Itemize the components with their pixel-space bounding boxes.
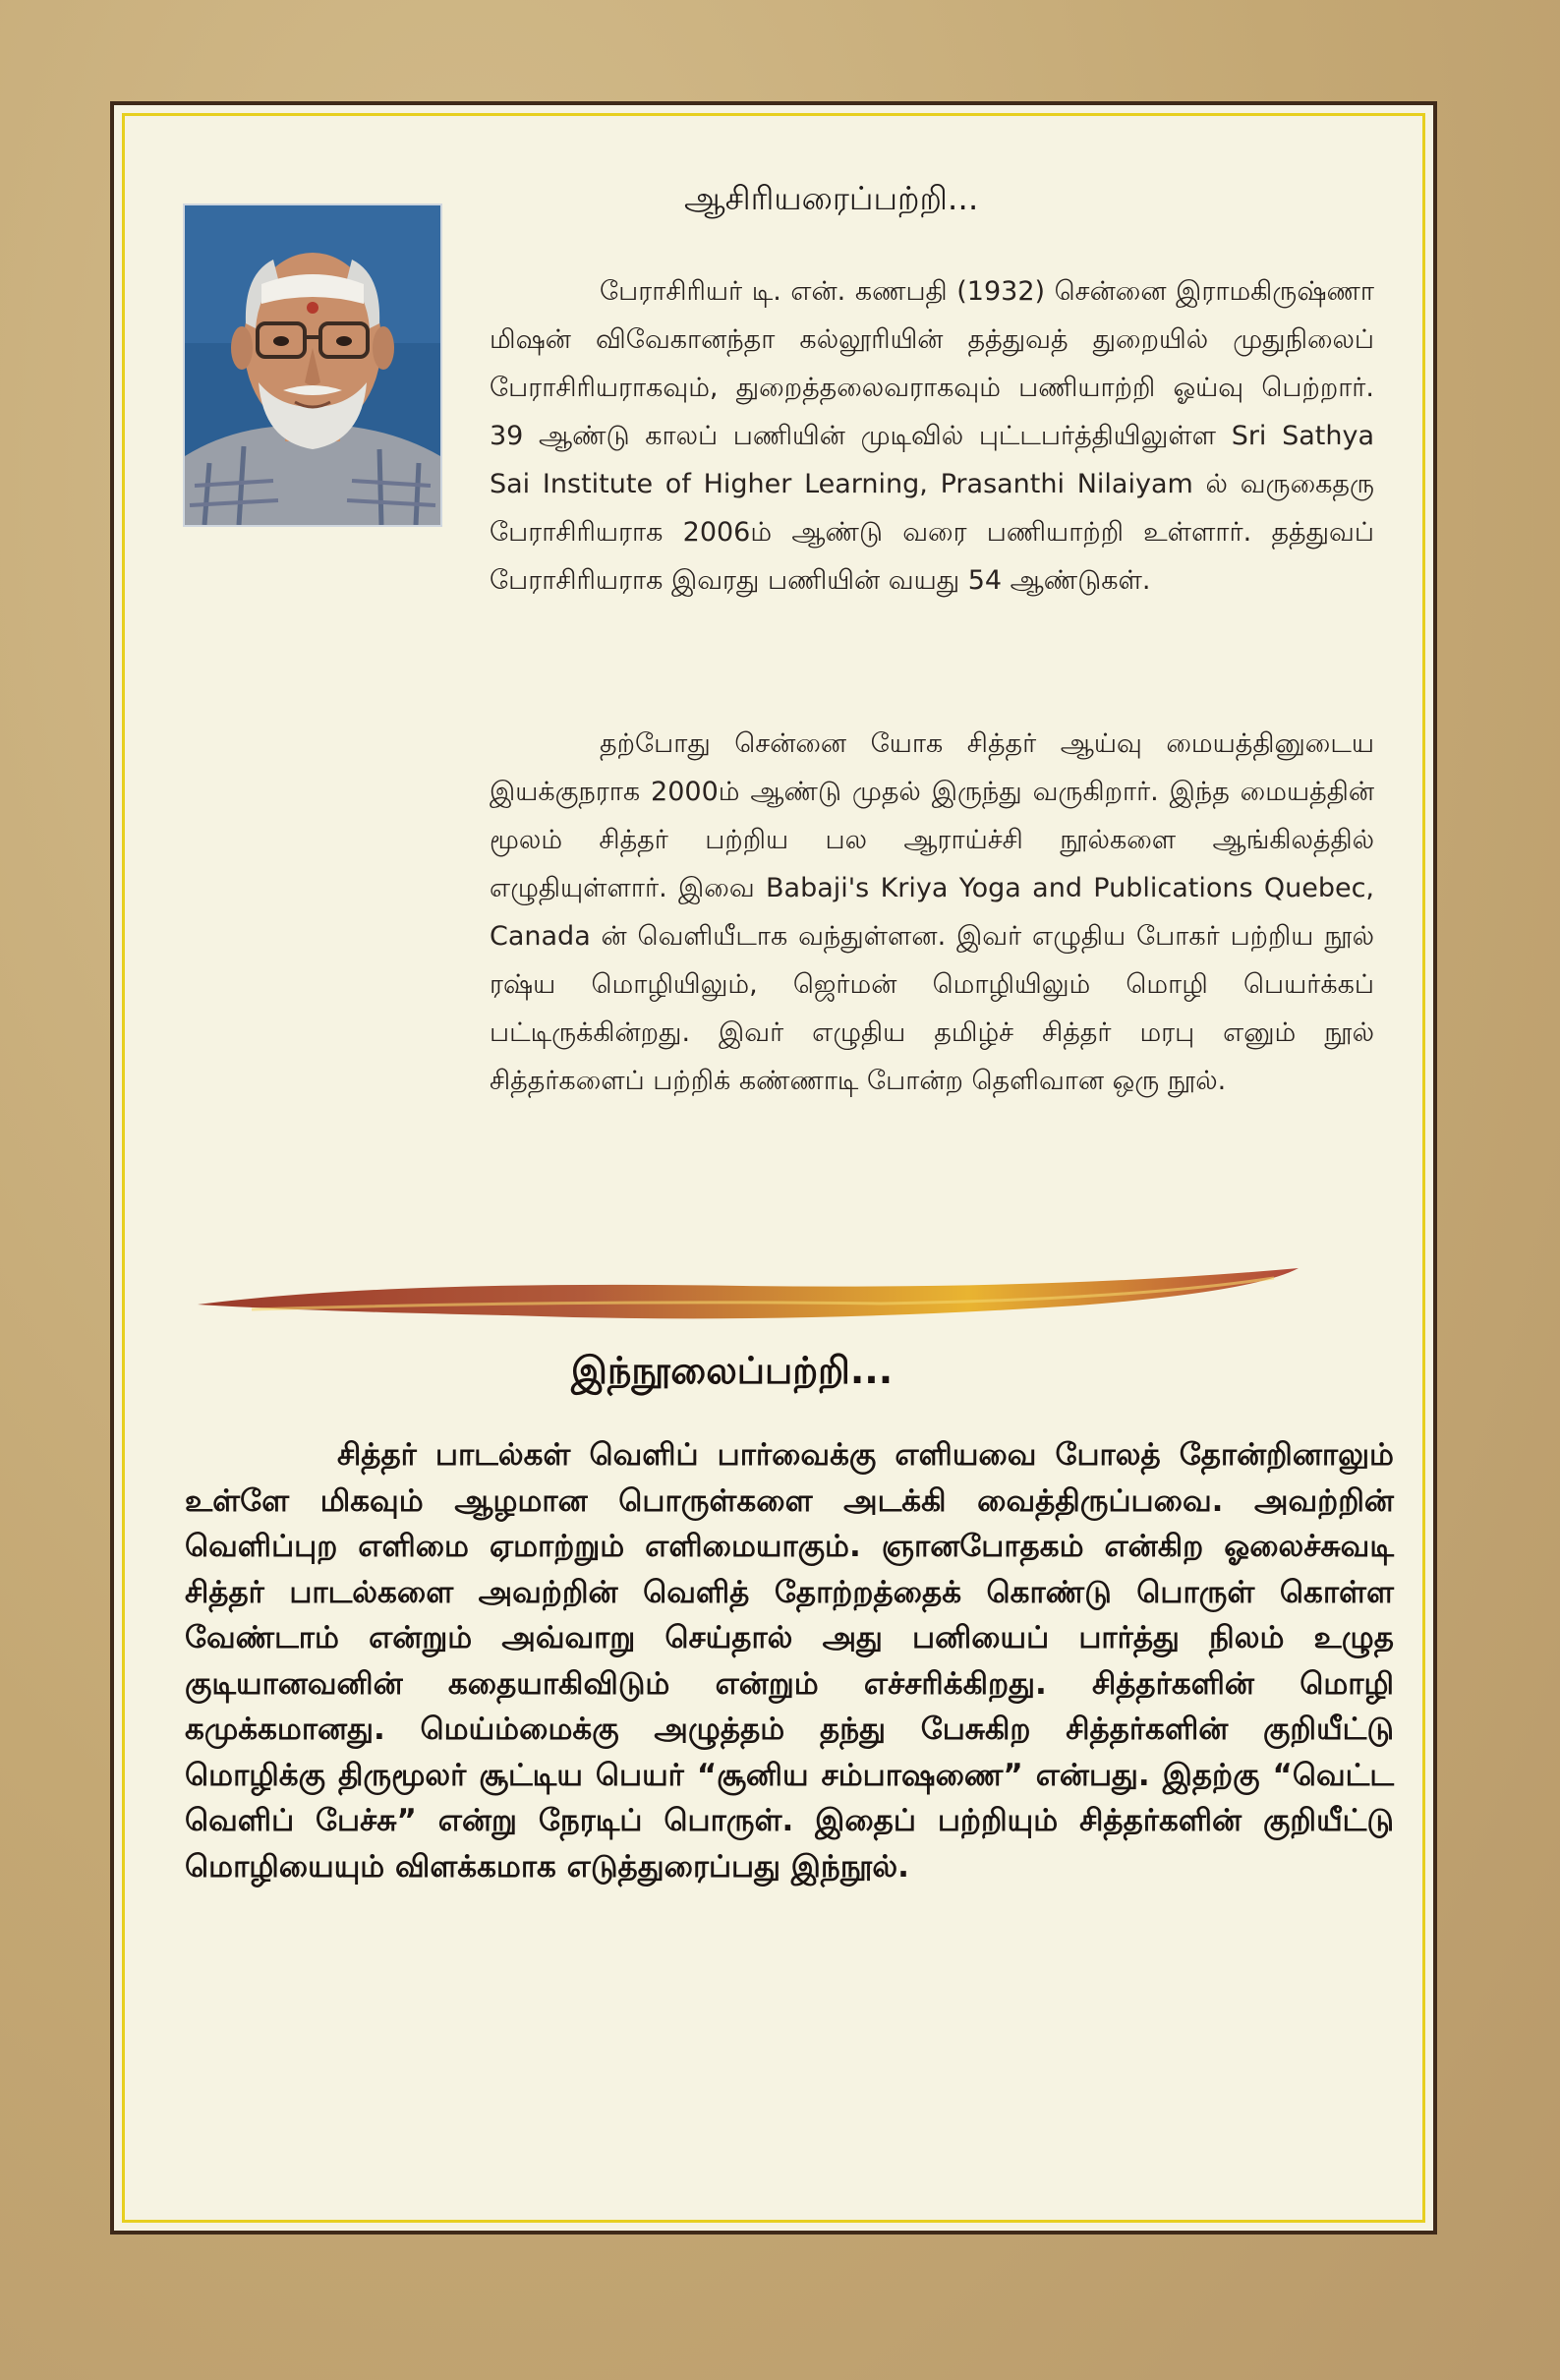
author-photo <box>183 203 442 527</box>
author-paragraph-1: பேராசிரியர் டி. என். கணபதி (1932) சென்னை இராமகிருஷ்ணா மிஷன் விவேகானந்தா கல்லூரியின் தத்துவத் துறையில் முதுநிலைப் பேராசிரியராகவும், துறைத்தலைவராகவும் பணியாற்றி ஓய்வு பெற்றார். 39 ஆண்டு காலப் பணியின் முடிவில் புட்டபர்த்தியிலுள்ள Sri Sathya Sai Institute of Higher Learning, Prasanthi Nilaiyam ல் வருகைதரு பேராசிரியராக 2006ம் ஆண்டு வரை பணியாற்றி உள்ளார். தத்துவப் பேராசிரியராக இவரது பணியின் வயது 54 ஆண்டுகள். <box>490 276 1374 596</box>
book-paragraph: சித்தர் பாடல்கள் வெளிப் பார்வைக்கு எளியவை போலத் தோன்றினாலும் உள்ளே மிகவும் ஆழமான பொருள்களை அடக்கி வைத்திருப்பவை. அவற்றின் வெளிப்புற எளிமை ஏமாற்றும் எளிமையாகும். ஞானபோதகம் என்கிற ஓலைச்சுவடி சித்தர் பாடல்களை அவற்றின் வெளித் தோற்றத்தைக் கொண்டு பொருள் கொள்ள வேண்டாம் என்றும் அவ்வாறு செய்தால் அது பனியைப் பார்த்து நிலம் உழுத குடியானவனின் கதையாகிவிடும் என்றும் எச்சரிக்கிறது. சித்தர்களின் மொழி கமுக்கமானது. மெய்ம்மைக்கு அழுத்தம் தந்து பேசுகிற சித்தர்களின் குறியீட்டு மொழிக்கு திருமூலர் சூட்டிய பெயர் “சூனிய சம்பாஷணை” என்பது. இதற்கு “வெட்ட வெளிப் பேச்சு” என்று நேரடிப் பொருள். இதைப் பற்றியும் சித்தர்களின் குறியீட்டு மொழியையும் விளக்கமாக எடுத்துரைப்பது இந்நூல். <box>185 1437 1394 1885</box>
text-panel <box>110 101 1437 2235</box>
book-section-heading: இந்நூலைப்பற்றி... <box>571 1349 894 1392</box>
author-paragraph-2: தற்போது சென்னை யோக சித்தர் ஆய்வு மையத்தினுடைய இயக்குநராக 2000ம் ஆண்டு முதல் இருந்து வருகிறார். இந்த மையத்தின் மூலம் சித்தர் பற்றிய பல ஆராய்ச்சி நூல்களை ஆங்கிலத்தில் எழுதியுள்ளார். இவை Babaji's Kriya Yoga and Publications Quebec, Canada ன் வெளியீடாக வந்துள்ளன. இவர் எழுதிய போகர் பற்றிய நூல் ரஷ்ய மொழியிலும், ஜெர்மன் மொழியிலும் மொழி பெயர்க்கப் பட்டிருக்கின்றது. இவர் எழுதிய தமிழ்ச் சித்தர் மரபு எனும் நூல் சித்தர்களைப் பற்றிக் கண்ணாடி போன்ற தெளிவான ஒரு நூல். <box>490 728 1374 1096</box>
author-section-heading: ஆசிரியரைப்பற்றி... <box>684 179 979 217</box>
author-portrait-image <box>185 205 440 525</box>
decorative-divider <box>193 1260 1303 1329</box>
